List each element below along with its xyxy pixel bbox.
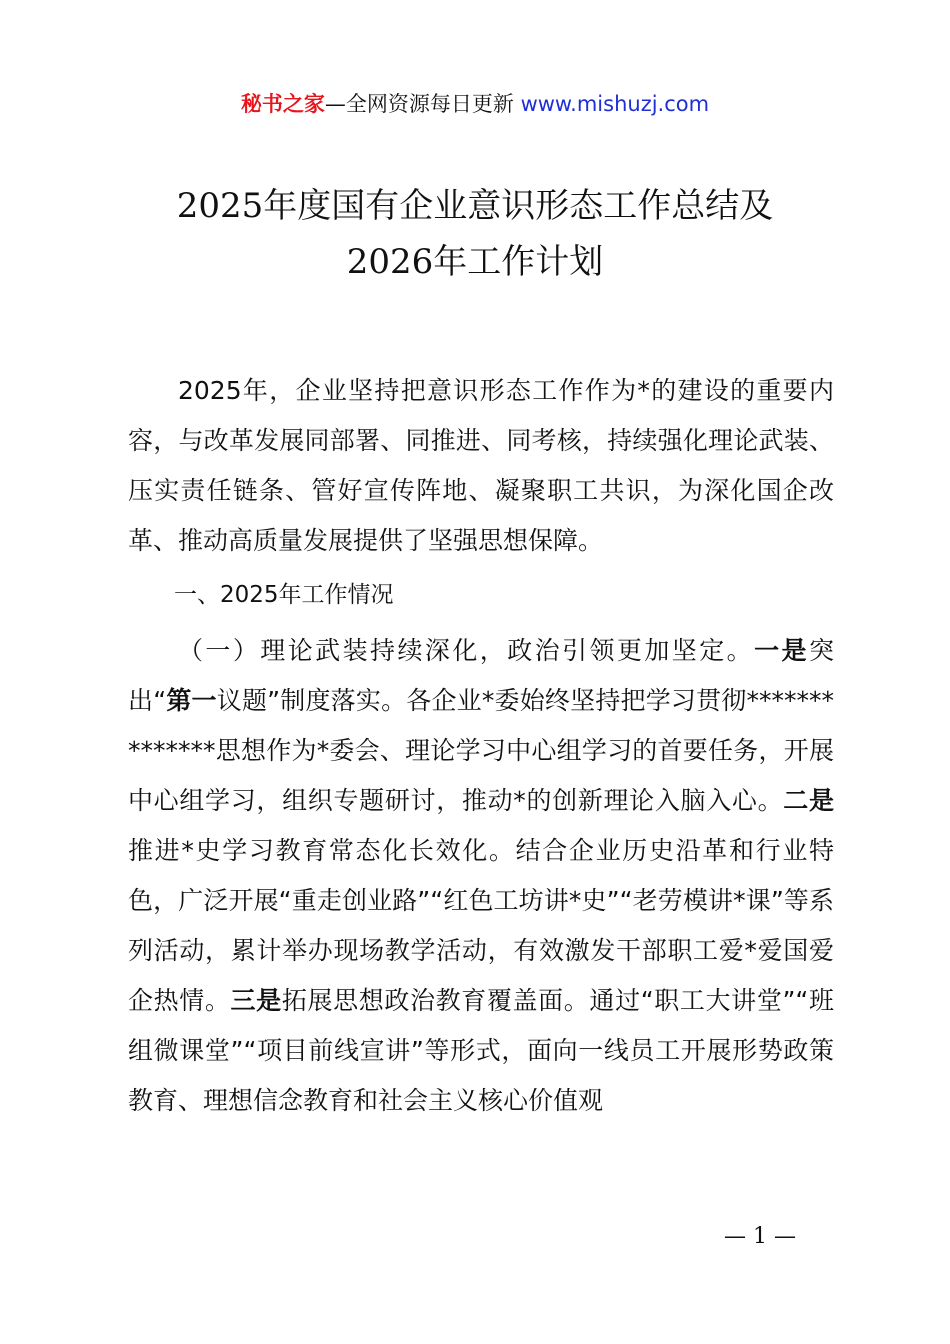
section-heading-1: 一、2025年工作情况 bbox=[174, 582, 394, 608]
point-text-1b: 议题”制度落实。各企业*委始终坚持把学习贯彻**************思想作为*委会、理论学习中心组学习的首要任务，开展中心组学习，组织专题研讨，推动*的创新理论入脑入心。 bbox=[128, 686, 834, 815]
point-text-2: 推进*史学习教育常态化长效化。结合企业历史沿革和行业特色，广泛开展“重走创业路”“红色工坊讲*史”“老劳模讲*课”等系列活动，累计举办现场教学活动，有效激发干部职工爱*爱国爱企热情。 bbox=[128, 836, 834, 1015]
point-text-1a: 突出“ bbox=[128, 636, 834, 715]
site-url[interactable]: www.mishuzj.com bbox=[520, 92, 710, 116]
document-body bbox=[128, 366, 834, 1126]
subsection-lead: （一）理论武装持续深化，政治引领更加坚定。 bbox=[178, 636, 755, 665]
header-tagline: —全网资源每日更新 bbox=[324, 92, 521, 116]
point-label-1: 一是 bbox=[754, 636, 809, 665]
intro-paragraph: 2025年，企业坚持把意识形态工作作为*的建设的重要内容，与改革发展同部署、同推进、同考核，持续强化理论武装、压实责任链条、管好宣传阵地、凝聚职工共识，为深化国企改革、推动高质量发展提供了坚强思想保障。 bbox=[128, 376, 834, 555]
title-line-1: 2025年度国有企业意识形态工作总结及 bbox=[176, 186, 774, 226]
title-line-2: 2026年工作计划 bbox=[346, 242, 604, 282]
page-number: — 1 — bbox=[724, 1224, 796, 1249]
section-paragraph-1 bbox=[128, 626, 834, 1126]
point-text-3: 拓展思想政治教育覆盖面。通过“职工大讲堂”“班组微课堂”“项目前线宣讲”等形式，面向一线员工开展形势政策教育、理想信念教育和社会主义核心价值观 bbox=[128, 986, 834, 1115]
brand-name: 秘书之家 bbox=[240, 92, 325, 116]
point-label-3: 三是 bbox=[230, 986, 282, 1015]
site-header bbox=[0, 86, 950, 122]
document-title bbox=[0, 178, 950, 290]
point-emphasis-1: 第一 bbox=[166, 686, 217, 715]
point-label-2: 二是 bbox=[783, 786, 834, 815]
